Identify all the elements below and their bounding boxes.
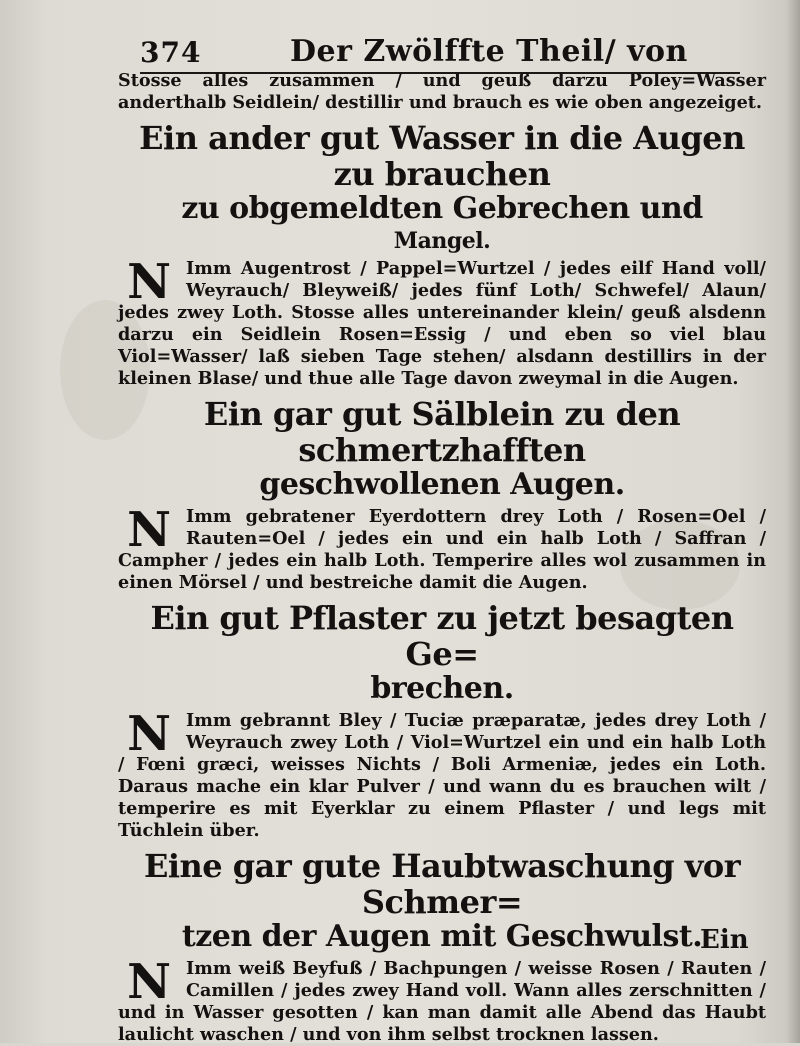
section-heading-2 bbox=[118, 396, 766, 502]
section-heading-3-line1: Ein gut Pflaster zu jetzt besagten Ge= bbox=[150, 599, 734, 673]
page-number: 374 bbox=[140, 36, 202, 69]
section-heading-4-line1: Eine gar gute Haubtwaschung vor Schmer= bbox=[143, 847, 741, 921]
recipe-text-3: Imm gebrannt Bley / Tuciæ præparatæ, jedes drey Loth / Weyrauch zwey Loth / Viol=Wurtzel ein und ein halb Loth / Fœni græci, weisses Nichts / Boli Armeniæ, jedes ein Loth. Daraus mache ein klar Pulver / und wann du es brauchen wilt / temperire es mit Eyerklar zu einem Pflaster / und legs mit Tüchlein über. bbox=[118, 710, 766, 841]
recipe-1 bbox=[118, 254, 766, 390]
catchword: Ein bbox=[700, 925, 749, 955]
recipe-text-2: Imm gebratener Eyerdottern drey Loth / Rosen=Oel / Rauten=Oel / jedes ein und ein halb Loth / Saffran / Campher / jedes ein halb Loth. Temperire alles wol zusammen in einen Mörsel / und bestreiche damit die Augen. bbox=[118, 506, 766, 593]
running-title: Der Zwölffte Theil/ von bbox=[290, 34, 688, 69]
section-heading-1-line1: Ein ander gut Wasser in die Augen zu brauchen bbox=[139, 119, 745, 193]
initial-letter-1: N bbox=[127, 254, 171, 310]
page-edge-shadow bbox=[786, 0, 800, 1043]
section-heading-4-line2: tzen der Augen mit Geschwulst. bbox=[181, 919, 703, 954]
recipe-text-1: Imm Augentrost / Pappel=Wurtzel / jedes eilf Hand voll/ Weyrauch/ Bleyweiß/ jedes fünf Loth/ Schwefel/ Alaun/ jedes zwey Loth. Stosse alles untereinander klein/ geuß alsdenn darzu ein Seidlein Rosen=Essig / und eben so viel blau Viol=Wasser/ laß sieben Tage stehen/ alsdann destillirs in der kleinen Blase/ und thue alle Tage davon zweymal in die Augen. bbox=[118, 258, 766, 389]
recipe-2 bbox=[118, 502, 766, 594]
initial-letter-4: N bbox=[127, 954, 171, 1010]
section-heading-1-line3: Mangel. bbox=[393, 228, 491, 254]
page-header bbox=[140, 34, 760, 74]
recipe-text-4: Imm weiß Beyfuß / Bachpungen / weisse Rosen / Rauten / Camillen / jedes zwey Hand voll. Wann alles zerschnitten / und in Wasser gesotten / kan man damit alle Abend das Haubt laulicht waschen / und von ihm selbst trocknen lassen. bbox=[118, 958, 766, 1045]
initial-letter-2: N bbox=[127, 502, 171, 558]
section-heading-1 bbox=[118, 120, 766, 254]
section-heading-2-line2: geschwollenen Augen. bbox=[259, 467, 625, 502]
section-heading-3 bbox=[118, 600, 766, 706]
section-heading-2-line1: Ein gar gut Sälblein zu den schmertzhafften bbox=[203, 395, 681, 469]
section-heading-3-line2: brechen. bbox=[370, 671, 514, 706]
intro-paragraph: Stosse alles zusammen / und geuß darzu Poley=Wasser anderthalb Seidlein/ destillir und brauch es wie oben angezeiget. bbox=[118, 70, 766, 113]
page-content bbox=[118, 70, 766, 1046]
section-heading-4 bbox=[118, 848, 766, 954]
initial-letter-3: N bbox=[127, 706, 171, 762]
section-heading-1-line2: zu obgemeldten Gebrechen und bbox=[181, 191, 703, 226]
recipe-3 bbox=[118, 706, 766, 842]
recipe-4 bbox=[118, 954, 766, 1046]
